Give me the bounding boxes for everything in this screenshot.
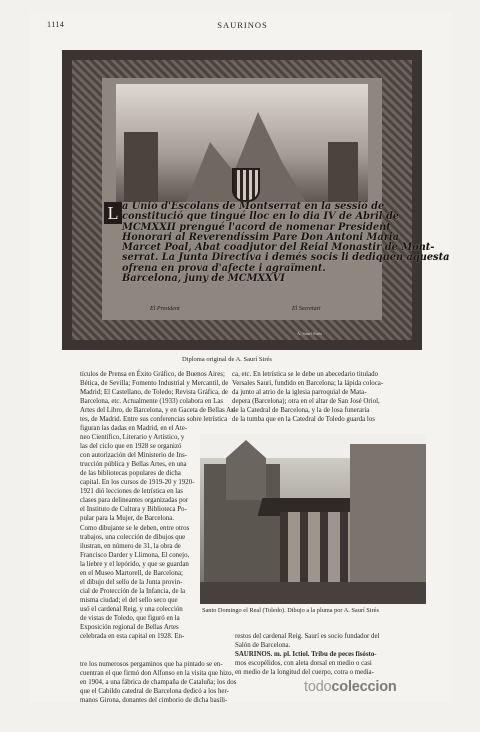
text-line: Bética, de Sevilla; Fomento Industrial y Mercantil, de xyxy=(80,380,229,388)
text-line: de la Catedral de Barcelona, y la de losa funeraria xyxy=(232,407,370,415)
text-line: capital. En los cursos de 1919-20 y 1920- xyxy=(80,479,195,487)
watermark-prefix: todo xyxy=(304,679,332,695)
page-number: 1114 xyxy=(47,20,65,29)
text-line: da junto al atrio de la iglesia parroquial de Mata- xyxy=(232,389,367,397)
diploma-text xyxy=(122,201,450,302)
text-line: con autorización del Ministerio de Ins- xyxy=(80,452,187,460)
page-header xyxy=(47,20,438,34)
text-line: SAURINOS. m. pl. Ictiol. Tribu de peces fisósto- xyxy=(235,651,377,659)
signature-president: El President xyxy=(150,306,180,312)
diploma-dropcap: L xyxy=(104,202,122,224)
text-line: las del ciclo que en 1928 se organizó xyxy=(80,443,182,451)
scene-tower-right xyxy=(328,142,358,202)
text-line: 1921 dió lecciones de letrística en las xyxy=(80,488,183,496)
diploma-text-line: Barcelona, juny de MCMXXVI xyxy=(122,273,285,285)
church-drawing xyxy=(200,434,426,604)
text-line: Madrid; El Castellano, de Toledo; Revista Gráfica, de xyxy=(80,389,229,397)
text-line: cuentran el que firmó don Alfonso en la visita que hizo, xyxy=(80,670,234,678)
watermark-suffix: coleccion xyxy=(331,679,397,695)
text-line: Barcelona, etc. Actualmente (1933) colabora en Las xyxy=(80,398,224,406)
text-line: celebrada en esta capital en 1928. En- xyxy=(80,633,185,641)
signature-secretary: El Secretari xyxy=(292,306,321,312)
church-caption: Santo Domingo el Real (Toledo). Dibujo a la pluma por A. Saurí Sirés xyxy=(202,607,379,614)
text-line: en medio de la longitud del cuerpo, cotra o media- xyxy=(235,669,374,677)
text-line: Artes del Libro, de Barcelona, y en Gaceta de Bellas Ar- xyxy=(80,407,236,415)
text-column-right-bottom xyxy=(235,632,413,677)
text-line: figuran las dadas en Madrid, en el Ate- xyxy=(80,425,188,432)
text-line: restos del cardenal Reig. Saurí es socio fundador del xyxy=(235,633,380,640)
diploma-text-line: ofrena en prova d'afecte i agraïment. xyxy=(122,262,326,274)
text-line: en 1904, a una fábrica de champaña de Cataluña; los dos xyxy=(80,679,237,687)
church-facade xyxy=(350,444,426,604)
text-line: tículos de Prensa en Éxito Gráfico, de Buenos Aires; xyxy=(80,371,225,378)
diploma-text-line: serrat. La Junta Directiva i demés socis li dediquen aquesta xyxy=(122,252,450,264)
text-line: Como dibujante se le deben, entre otros xyxy=(80,524,190,532)
text-column-right-top xyxy=(232,370,412,424)
text-line: tes, de Madrid. Entre sus conferencias sobre letrística xyxy=(80,416,228,424)
running-title: SAURINOS xyxy=(217,20,268,30)
text-line: misma ciudad; el del sello seco que xyxy=(80,596,178,604)
text-line: trabajos, una colección de dibujos que xyxy=(80,533,186,541)
text-line: mos escopélidos, con aleta dorsal en medio o casi xyxy=(235,660,372,668)
text-line: la liebre y el lepórido, y que se guardan xyxy=(80,560,189,568)
text-line: ca, etc. En letrística se le debe un abecedario titulado xyxy=(232,371,378,378)
text-line: el Instituto de Cultura y Biblioteca Po- xyxy=(80,506,187,514)
coat-of-arms xyxy=(232,168,260,202)
watermark xyxy=(304,679,397,695)
text-line: usó el cardenal Reig, y una colección xyxy=(80,605,183,613)
diploma-text-line: MCMXXII prengué l'acord de nomenar President xyxy=(122,221,391,233)
text-line: tre los numerosos pergaminos que ha pintado se en- xyxy=(80,661,223,668)
text-line: el dibujo del sello de la Junta provin- xyxy=(80,578,183,586)
text-line: de la tumba que en la Catedral de Toledo guarda los xyxy=(232,416,375,424)
text-line: en el Museo Martorell, de Barcelona; xyxy=(80,569,183,577)
text-line: Francisco Darder y Llimona, El conejo, xyxy=(80,551,190,559)
text-column-left-narrow xyxy=(80,424,195,641)
text-line: pular para la Mujer, de Barcelona. xyxy=(80,515,175,523)
text-line: neo Científico, Literario y Artístico, y xyxy=(80,434,185,442)
text-line: de vistas de Toledo, que figuró en la xyxy=(80,614,180,622)
ground xyxy=(200,582,426,604)
text-line: de las bibliotecas populares de dicha xyxy=(80,470,181,478)
text-line: Exposición regional de Bellas Artes xyxy=(80,624,179,632)
text-line: Versales Saurí, fundido en Barcelona; la lápida coloca- xyxy=(232,380,384,388)
text-line: cial de Protección de la Infancia, de la xyxy=(80,587,186,595)
text-line: ilustran, en número de 31, la obra de xyxy=(80,542,181,550)
text-line: trucción pública y Bellas Artes, en una xyxy=(80,461,187,469)
diploma-caption: Diploma original de A. Saurí Sirés xyxy=(182,356,272,363)
text-line: depera (Barcelona); otra en el altar de San José Oriol, xyxy=(232,398,380,406)
diploma-text-line: Honorari al Reverendíssim Pare Don Antoni Maria xyxy=(122,231,399,243)
artist-credit: A. Saurí Sirés xyxy=(296,331,322,336)
diploma-illustration xyxy=(62,50,450,350)
text-line: que el Cabildo catedral de Barcelona dedicó a los her- xyxy=(80,688,229,696)
diploma-text-line: constitució que tingué lloc en lo dia IV de Abril de xyxy=(122,211,400,223)
diploma-text-line: a Unió d'Escolans de Montserrat en la sessió de xyxy=(122,201,385,212)
bell-tower xyxy=(226,440,266,500)
scene-tower-left xyxy=(124,132,158,202)
text-line: Salón de Barcelona. xyxy=(235,642,291,650)
text-line: clases para delineantes organizadas por xyxy=(80,497,189,505)
text-line: manos Girona, donantes del cimborio de dicha basíli- xyxy=(80,697,228,705)
diploma-text-line: Marcet Poal, Abat coadjutor del Reial Monastir de Mont- xyxy=(122,242,435,254)
